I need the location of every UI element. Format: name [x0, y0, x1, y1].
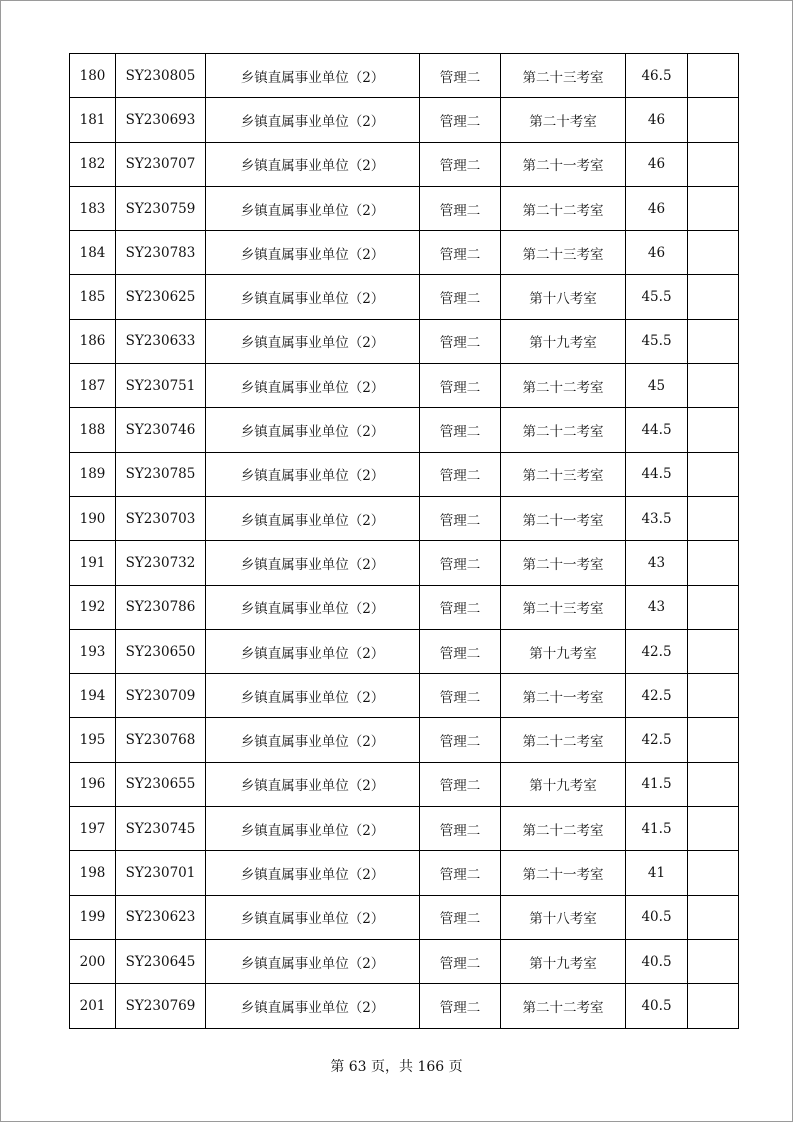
cell-note: [688, 231, 739, 275]
results-table-body: [70, 54, 739, 1029]
cell-exam-room: 第二十二考室: [501, 984, 626, 1028]
cell-exam-room: 第十八考室: [501, 895, 626, 939]
cell-score: 40.5: [626, 895, 688, 939]
cell-category: 管理二: [420, 851, 501, 895]
cell-row-number: 180: [70, 54, 116, 98]
table-row: [70, 762, 739, 806]
cell-position: 乡镇直属事业单位（2）: [206, 807, 420, 851]
cell-score: 41.5: [626, 762, 688, 806]
cell-category: 管理二: [420, 408, 501, 452]
cell-category: 管理二: [420, 186, 501, 230]
cell-candidate-id: SY230707: [116, 142, 206, 186]
cell-exam-room: 第十九考室: [501, 939, 626, 983]
cell-exam-room: 第十八考室: [501, 275, 626, 319]
cell-note: [688, 408, 739, 452]
table-row: [70, 851, 739, 895]
cell-candidate-id: SY230633: [116, 319, 206, 363]
cell-position: 乡镇直属事业单位（2）: [206, 408, 420, 452]
cell-note: [688, 142, 739, 186]
cell-category: 管理二: [420, 319, 501, 363]
cell-exam-room: 第二十二考室: [501, 364, 626, 408]
cell-candidate-id: SY230732: [116, 541, 206, 585]
cell-candidate-id: SY230751: [116, 364, 206, 408]
cell-note: [688, 984, 739, 1028]
table-row: [70, 231, 739, 275]
cell-position: 乡镇直属事业单位（2）: [206, 275, 420, 319]
cell-position: 乡镇直属事业单位（2）: [206, 98, 420, 142]
cell-category: 管理二: [420, 807, 501, 851]
table-row: [70, 275, 739, 319]
cell-candidate-id: SY230768: [116, 718, 206, 762]
cell-candidate-id: SY230645: [116, 939, 206, 983]
cell-score: 46: [626, 98, 688, 142]
cell-score: 45.5: [626, 275, 688, 319]
cell-category: 管理二: [420, 452, 501, 496]
cell-exam-room: 第二十二考室: [501, 186, 626, 230]
cell-category: 管理二: [420, 762, 501, 806]
cell-row-number: 191: [70, 541, 116, 585]
cell-exam-room: 第二十二考室: [501, 408, 626, 452]
cell-row-number: 192: [70, 585, 116, 629]
cell-row-number: 195: [70, 718, 116, 762]
cell-position: 乡镇直属事业单位（2）: [206, 762, 420, 806]
table-row: [70, 319, 739, 363]
cell-row-number: 189: [70, 452, 116, 496]
table-row: [70, 585, 739, 629]
cell-position: 乡镇直属事业单位（2）: [206, 585, 420, 629]
cell-score: 44.5: [626, 452, 688, 496]
cell-position: 乡镇直属事业单位（2）: [206, 984, 420, 1028]
cell-note: [688, 807, 739, 851]
cell-score: 45: [626, 364, 688, 408]
cell-note: [688, 895, 739, 939]
cell-row-number: 190: [70, 496, 116, 540]
cell-candidate-id: SY230693: [116, 98, 206, 142]
cell-candidate-id: SY230745: [116, 807, 206, 851]
cell-note: [688, 319, 739, 363]
cell-category: 管理二: [420, 275, 501, 319]
cell-row-number: 182: [70, 142, 116, 186]
cell-exam-room: 第二十三考室: [501, 54, 626, 98]
cell-note: [688, 186, 739, 230]
cell-note: [688, 364, 739, 408]
cell-score: 40.5: [626, 984, 688, 1028]
cell-note: [688, 718, 739, 762]
cell-position: 乡镇直属事业单位（2）: [206, 319, 420, 363]
cell-position: 乡镇直属事业单位（2）: [206, 496, 420, 540]
table-row: [70, 186, 739, 230]
cell-score: 41: [626, 851, 688, 895]
cell-note: [688, 851, 739, 895]
cell-row-number: 185: [70, 275, 116, 319]
cell-note: [688, 54, 739, 98]
cell-row-number: 181: [70, 98, 116, 142]
cell-position: 乡镇直属事业单位（2）: [206, 851, 420, 895]
cell-exam-room: 第二十三考室: [501, 585, 626, 629]
table-row: [70, 364, 739, 408]
cell-exam-room: 第二十一考室: [501, 851, 626, 895]
cell-note: [688, 674, 739, 718]
cell-row-number: 186: [70, 319, 116, 363]
cell-note: [688, 452, 739, 496]
table-row: [70, 629, 739, 673]
cell-row-number: 187: [70, 364, 116, 408]
cell-exam-room: 第二十三考室: [501, 452, 626, 496]
cell-category: 管理二: [420, 54, 501, 98]
table-row: [70, 408, 739, 452]
cell-row-number: 184: [70, 231, 116, 275]
cell-score: 41.5: [626, 807, 688, 851]
cell-category: 管理二: [420, 496, 501, 540]
cell-note: [688, 98, 739, 142]
table-row: [70, 807, 739, 851]
cell-category: 管理二: [420, 541, 501, 585]
cell-category: 管理二: [420, 939, 501, 983]
cell-note: [688, 585, 739, 629]
table-row: [70, 541, 739, 585]
cell-category: 管理二: [420, 98, 501, 142]
table-row: [70, 452, 739, 496]
cell-candidate-id: SY230701: [116, 851, 206, 895]
cell-note: [688, 496, 739, 540]
cell-category: 管理二: [420, 364, 501, 408]
cell-exam-room: 第二十一考室: [501, 674, 626, 718]
cell-score: 42.5: [626, 674, 688, 718]
cell-category: 管理二: [420, 585, 501, 629]
results-table: [69, 53, 739, 1029]
cell-exam-room: 第二十一考室: [501, 541, 626, 585]
cell-score: 43: [626, 585, 688, 629]
cell-note: [688, 275, 739, 319]
cell-row-number: 193: [70, 629, 116, 673]
cell-position: 乡镇直属事业单位（2）: [206, 541, 420, 585]
cell-score: 44.5: [626, 408, 688, 452]
cell-position: 乡镇直属事业单位（2）: [206, 939, 420, 983]
cell-score: 43.5: [626, 496, 688, 540]
cell-position: 乡镇直属事业单位（2）: [206, 364, 420, 408]
cell-row-number: 200: [70, 939, 116, 983]
table-row: [70, 98, 739, 142]
cell-row-number: 188: [70, 408, 116, 452]
cell-exam-room: 第十九考室: [501, 629, 626, 673]
cell-position: 乡镇直属事业单位（2）: [206, 186, 420, 230]
table-row: [70, 984, 739, 1028]
cell-score: 46.5: [626, 54, 688, 98]
table-row: [70, 54, 739, 98]
cell-candidate-id: SY230746: [116, 408, 206, 452]
cell-exam-room: 第十九考室: [501, 762, 626, 806]
cell-candidate-id: SY230759: [116, 186, 206, 230]
cell-category: 管理二: [420, 231, 501, 275]
cell-note: [688, 629, 739, 673]
table-row: [70, 939, 739, 983]
cell-row-number: 194: [70, 674, 116, 718]
cell-category: 管理二: [420, 629, 501, 673]
cell-exam-room: 第十九考室: [501, 319, 626, 363]
cell-candidate-id: SY230655: [116, 762, 206, 806]
cell-score: 45.5: [626, 319, 688, 363]
cell-score: 40.5: [626, 939, 688, 983]
cell-row-number: 199: [70, 895, 116, 939]
cell-row-number: 201: [70, 984, 116, 1028]
cell-row-number: 183: [70, 186, 116, 230]
cell-candidate-id: SY230650: [116, 629, 206, 673]
cell-exam-room: 第二十三考室: [501, 231, 626, 275]
cell-row-number: 197: [70, 807, 116, 851]
cell-category: 管理二: [420, 984, 501, 1028]
cell-candidate-id: SY230783: [116, 231, 206, 275]
cell-row-number: 196: [70, 762, 116, 806]
cell-category: 管理二: [420, 674, 501, 718]
cell-candidate-id: SY230769: [116, 984, 206, 1028]
cell-position: 乡镇直属事业单位（2）: [206, 142, 420, 186]
cell-score: 46: [626, 142, 688, 186]
cell-score: 42.5: [626, 718, 688, 762]
table-row: [70, 718, 739, 762]
table-row: [70, 674, 739, 718]
cell-candidate-id: SY230625: [116, 275, 206, 319]
cell-position: 乡镇直属事业单位（2）: [206, 54, 420, 98]
cell-category: 管理二: [420, 142, 501, 186]
table-row: [70, 142, 739, 186]
cell-position: 乡镇直属事业单位（2）: [206, 895, 420, 939]
cell-exam-room: 第二十二考室: [501, 718, 626, 762]
cell-score: 46: [626, 186, 688, 230]
cell-candidate-id: SY230709: [116, 674, 206, 718]
cell-exam-room: 第二十二考室: [501, 807, 626, 851]
cell-position: 乡镇直属事业单位（2）: [206, 629, 420, 673]
cell-candidate-id: SY230786: [116, 585, 206, 629]
cell-note: [688, 762, 739, 806]
cell-note: [688, 939, 739, 983]
cell-score: 42.5: [626, 629, 688, 673]
cell-candidate-id: SY230623: [116, 895, 206, 939]
cell-candidate-id: SY230805: [116, 54, 206, 98]
cell-exam-room: 第二十一考室: [501, 496, 626, 540]
cell-score: 43: [626, 541, 688, 585]
cell-note: [688, 541, 739, 585]
cell-category: 管理二: [420, 895, 501, 939]
cell-exam-room: 第二十考室: [501, 98, 626, 142]
cell-position: 乡镇直属事业单位（2）: [206, 674, 420, 718]
cell-row-number: 198: [70, 851, 116, 895]
cell-candidate-id: SY230785: [116, 452, 206, 496]
table-row: [70, 895, 739, 939]
cell-score: 46: [626, 231, 688, 275]
cell-position: 乡镇直属事业单位（2）: [206, 231, 420, 275]
cell-exam-room: 第二十一考室: [501, 142, 626, 186]
table-row: [70, 496, 739, 540]
page-footer: 第 63 页，共 166 页: [330, 1059, 463, 1075]
cell-candidate-id: SY230703: [116, 496, 206, 540]
cell-position: 乡镇直属事业单位（2）: [206, 718, 420, 762]
cell-category: 管理二: [420, 718, 501, 762]
cell-position: 乡镇直属事业单位（2）: [206, 452, 420, 496]
